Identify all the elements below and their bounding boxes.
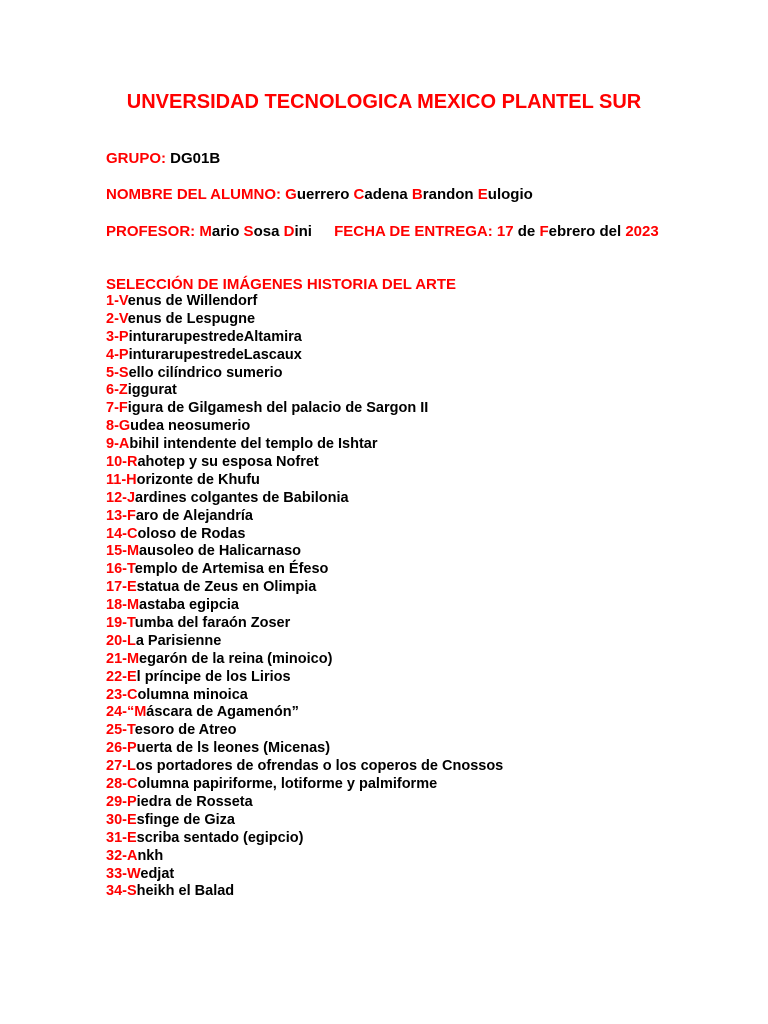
list-item — [106, 347, 503, 365]
list-item — [106, 365, 503, 383]
name-rest: adena — [364, 186, 408, 203]
item-text: aro de Alejandría — [135, 507, 253, 524]
item-text: igura de Gilgamesh del palacio de Sargon II — [127, 400, 429, 417]
item-prefix: 7-F — [106, 400, 128, 417]
item-text: nkh — [137, 847, 164, 864]
list-item — [106, 615, 503, 633]
name-rest: uerrero — [296, 186, 350, 203]
list-item — [106, 382, 503, 400]
item-prefix: 23-C — [106, 686, 138, 703]
list-item — [106, 454, 503, 472]
item-prefix: 14-C — [106, 525, 138, 542]
item-prefix: 8-G — [106, 418, 131, 435]
item-prefix: 21-M — [106, 650, 140, 667]
item-text: oloso de Rodas — [137, 525, 246, 542]
item-prefix: 2-V — [106, 310, 128, 327]
name-initial: B — [411, 186, 423, 203]
item-text: umba del faraón Zoser — [134, 615, 291, 632]
name-initial: D — [283, 223, 295, 240]
item-prefix: 13-F — [106, 507, 136, 524]
item-prefix: 32-A — [106, 847, 138, 864]
name-rest: ulogio — [487, 186, 533, 203]
item-text: l príncipe de los Lirios — [136, 668, 291, 685]
item-text: olumna minoica — [137, 686, 248, 703]
grupo-value: DG01B — [170, 150, 221, 167]
profesor-label: PROFESOR: — [106, 223, 196, 240]
item-prefix: 11-H — [106, 471, 137, 488]
item-prefix: 16-T — [106, 561, 135, 578]
list-item — [106, 472, 503, 490]
list-item — [106, 794, 503, 812]
item-text: os portadores de ofrendas o los coperos de Cnossos — [135, 758, 504, 775]
name-initial: E — [477, 186, 488, 203]
list-item — [106, 400, 503, 418]
fecha-year: 2023 — [625, 223, 659, 240]
list-item — [106, 740, 503, 758]
list-item — [106, 651, 503, 669]
item-prefix: 4-P — [106, 346, 129, 363]
item-prefix: 33-W — [106, 865, 141, 882]
name-initial: S — [243, 223, 254, 240]
item-prefix: 22-E — [106, 668, 137, 685]
list-item — [106, 293, 503, 311]
alumno-name — [285, 186, 533, 203]
list-heading: SELECCIÓN DE IMÁGENES HISTORIA DEL ARTE — [106, 276, 457, 293]
item-text: ausoleo de Halicarnaso — [139, 543, 302, 560]
list-item — [106, 776, 503, 794]
list-item — [106, 687, 503, 705]
item-text: sfinge de Giza — [136, 811, 235, 828]
profesor-name — [199, 223, 312, 240]
profesor-line — [106, 223, 659, 240]
item-text: egarón de la reina (minoico) — [139, 650, 333, 667]
list-item — [106, 579, 503, 597]
list-item — [106, 633, 503, 651]
item-prefix: 24-“M — [106, 704, 147, 721]
list-item — [106, 311, 503, 329]
list-item — [106, 329, 503, 347]
item-prefix: 6-Z — [106, 382, 128, 399]
name-rest: ini — [294, 223, 312, 240]
item-prefix: 19-T — [106, 615, 135, 632]
fecha-label: FECHA DE ENTREGA: — [334, 223, 493, 240]
item-prefix: 28-C — [106, 776, 138, 793]
item-prefix: 25-T — [106, 722, 135, 739]
fecha-day: 17 — [496, 223, 514, 240]
list-item — [106, 722, 503, 740]
item-prefix: 29-P — [106, 793, 137, 810]
grupo-label: GRUPO: — [106, 150, 166, 167]
list-item — [106, 490, 503, 508]
alumno-label: NOMBRE DEL ALUMNO: — [106, 186, 281, 203]
name-rest: ario — [211, 223, 240, 240]
item-text: orizonte de Khufu — [136, 471, 260, 488]
list-item — [106, 812, 503, 830]
item-prefix: 20-L — [106, 632, 136, 649]
list-item — [106, 830, 503, 848]
fecha-month — [539, 223, 595, 240]
list-item — [106, 436, 503, 454]
item-prefix: 31-E — [106, 829, 137, 846]
list-item — [106, 418, 503, 436]
item-text: statua de Zeus en Olimpia — [136, 579, 317, 596]
fecha-del: del — [599, 223, 622, 240]
item-prefix: 15-M — [106, 543, 140, 560]
item-text: iedra de Rosseta — [136, 793, 253, 810]
name-initial: M — [199, 223, 212, 240]
item-prefix: 12-J — [106, 489, 136, 506]
list-item — [106, 561, 503, 579]
item-text: scriba sentado (egipcio) — [136, 829, 304, 846]
item-text: ardines colgantes de Babilonia — [135, 489, 349, 506]
list-item — [106, 543, 503, 561]
item-text: uerta de ls leones (Micenas) — [136, 740, 331, 757]
item-text: heikh el Balad — [136, 883, 235, 900]
name-rest: osa — [253, 223, 280, 240]
document-title: UNVERSIDAD TECNOLOGICA MEXICO PLANTEL SUR — [126, 91, 642, 113]
item-text: esoro de Atreo — [134, 722, 237, 739]
list-item — [106, 883, 503, 901]
item-prefix: 3-P — [106, 328, 129, 345]
art-list — [106, 293, 503, 901]
item-text: inturarupestredeLascaux — [128, 346, 302, 363]
item-prefix: 9-A — [106, 436, 130, 453]
item-text: udea neosumerio — [130, 418, 251, 435]
month-rest: ebrero — [548, 223, 596, 240]
alumno-line — [106, 186, 533, 203]
item-prefix: 26-P — [106, 740, 137, 757]
item-prefix: 1-V — [106, 293, 128, 309]
item-prefix: 34-S — [106, 883, 137, 900]
item-text: emplo de Artemisa en Éfeso — [134, 561, 329, 578]
item-text: olumna papiriforme, lotiforme y palmiforme — [137, 776, 438, 793]
item-text: a Parisienne — [135, 632, 222, 649]
item-text: inturarupestredeAltamira — [128, 328, 302, 345]
name-initial: G — [285, 186, 297, 203]
item-text: astaba egipcia — [139, 597, 239, 614]
item-text: ahotep y su esposa Nofret — [137, 454, 319, 471]
item-prefix: 5-S — [106, 364, 129, 381]
month-initial: F — [539, 223, 549, 240]
list-item — [106, 526, 503, 544]
list-item — [106, 597, 503, 615]
item-text: enus de Lespugne — [127, 310, 256, 327]
item-text: bihil intendente del templo de Ishtar — [129, 436, 378, 453]
list-item — [106, 758, 503, 776]
name-initial: C — [353, 186, 365, 203]
item-text: ello cilíndrico sumerio — [128, 364, 283, 381]
item-prefix: 17-E — [106, 579, 137, 596]
item-prefix: 27-L — [106, 758, 136, 775]
item-text: edjat — [140, 865, 175, 882]
name-rest: randon — [422, 186, 474, 203]
item-prefix: 10-R — [106, 454, 138, 471]
list-item — [106, 848, 503, 866]
list-item — [106, 508, 503, 526]
item-prefix: 30-E — [106, 811, 137, 828]
list-item — [106, 669, 503, 687]
list-item — [106, 866, 503, 884]
grupo-line — [106, 150, 220, 167]
fecha-de: de — [517, 223, 536, 240]
item-prefix: 18-M — [106, 597, 140, 614]
item-text: áscara de Agamenón” — [146, 704, 299, 721]
item-text: enus de Willendorf — [127, 293, 258, 309]
item-text: iggurat — [127, 382, 177, 399]
list-item — [106, 704, 503, 722]
